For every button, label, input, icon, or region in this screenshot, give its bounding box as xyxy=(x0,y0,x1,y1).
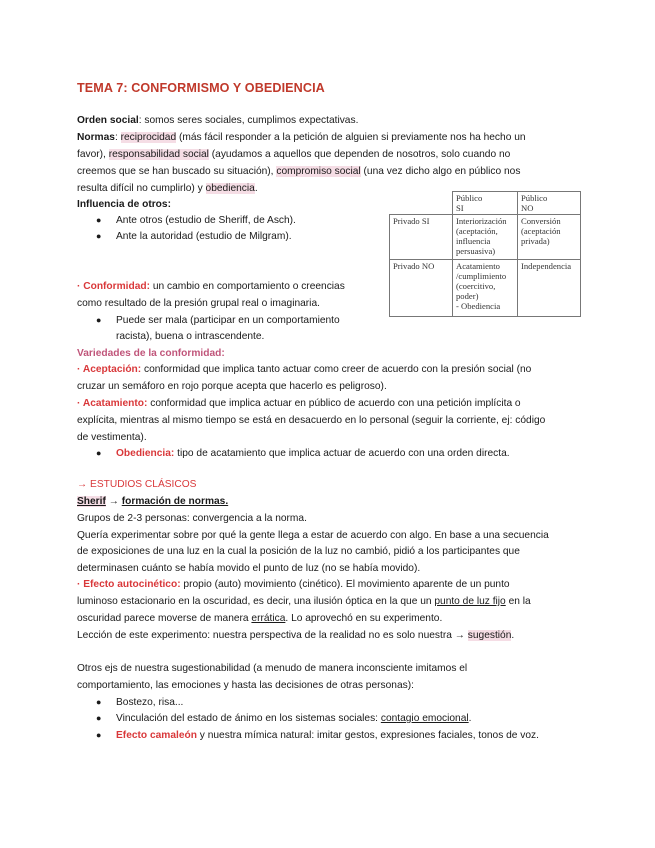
conformidad-line-2: como resultado de la presión grupal real o imaginaria. xyxy=(77,298,320,309)
efecto-text: oscuridad parece moverse de manera xyxy=(77,613,252,624)
normas-text: creemos que se han buscado su situación), xyxy=(77,166,277,177)
acatamiento-line-1: · Acatamiento: conformidad que implica actuar en público de acuerdo con una petición implícita o xyxy=(77,398,521,409)
table-cell-text: (coercitivo, xyxy=(456,281,496,291)
otros-text: . xyxy=(468,713,472,724)
normas-text: (ayudamos a aquellos que dependen de nosotros, solo cuando no xyxy=(208,149,511,160)
highlight-responsabilidad: responsabilidad social xyxy=(108,149,209,160)
efecto-text: luminoso estacionario en la oscuridad, es decir, una ilusión óptica en la que un xyxy=(77,596,435,607)
aceptacion-label: Aceptación: xyxy=(82,364,142,375)
sherif-p2: Quería experimentar sobre por qué la gente llega a estar de acuerdo con algo. En base a una secuencia xyxy=(77,530,549,541)
otros-line-1: Otros ejs de nuestra sugestionabilidad (a menudo de manera inconsciente imitamos el xyxy=(77,663,468,674)
normas-text: resulta difícil no cumplirlo) y xyxy=(77,183,206,194)
bullet-icon: ● xyxy=(96,730,102,740)
table-cell-acatamiento xyxy=(453,260,518,317)
table-cell-text: - Obediencia xyxy=(456,301,501,311)
sherif-line xyxy=(77,495,228,508)
normas-text: . xyxy=(254,183,258,194)
otros-bullet-1: Bostezo, risa... xyxy=(116,697,184,708)
bullet-icon: ● xyxy=(96,448,102,458)
acatamiento-line-2: explícita, mientras al mismo tiempo se está en desacuerdo en lo personal (seguir la corriente, ej: código xyxy=(77,415,546,426)
table-header-publico-si xyxy=(453,192,518,215)
estudios-heading-text: → ESTUDIOS CLÁSICOS xyxy=(77,479,197,490)
acatamiento-line-3: de vestimenta). xyxy=(77,432,147,443)
variedades-heading xyxy=(77,347,225,360)
otros-bullet-2 xyxy=(116,712,471,725)
table-row-header: Privado NO xyxy=(390,260,453,317)
conformidad-bullet-1: Puede ser mala (participar en un comportamiento xyxy=(116,315,340,326)
otros-line-2: comportamiento, las emociones y hasta las decisiones de otras personas): xyxy=(77,680,414,691)
table-cell-text: Interiorización xyxy=(456,216,507,226)
normas-text: favor), xyxy=(77,149,109,160)
table-cell-text: Acatamiento xyxy=(456,261,500,271)
table-header-text: Público xyxy=(521,193,548,203)
highlight-reciprocidad: reciprocidad xyxy=(120,132,177,143)
sherif-p1: Grupos de 2-3 personas: convergencia a la norma. xyxy=(77,513,307,524)
orden-text: : somos seres sociales, cumplimos expectativas. xyxy=(138,115,359,126)
obediencia-text: tipo de acatamiento que implica actuar de acuerdo con una orden directa. xyxy=(174,448,510,459)
influencia-item: Ante la autoridad (estudio de Milgram). xyxy=(116,231,292,242)
orden-social-line xyxy=(77,114,358,127)
table-header-text: SI xyxy=(456,203,464,213)
normas-line-4 xyxy=(77,182,258,195)
efecto-line-3 xyxy=(77,612,442,625)
sherif-p4: determinasen cuánto se había movido el punto de luz (no se había movido). xyxy=(77,563,421,574)
normas-line-2 xyxy=(77,148,510,161)
efecto-label: Efecto autocinético: xyxy=(83,579,181,590)
otros-text: Vinculación del estado de ánimo en los sistemas sociales: xyxy=(116,713,381,724)
arrow-icon: → xyxy=(105,496,122,507)
punto-luz-fijo: punto de luz fijo xyxy=(434,596,506,607)
table-cell-text: poder) xyxy=(456,291,479,301)
table-cell-conversion xyxy=(518,215,581,260)
efecto-camaleon-label: Efecto camaleón xyxy=(116,730,197,741)
table-cell-text: influencia xyxy=(456,236,491,246)
bullet-icon: ● xyxy=(96,713,102,723)
table-cell-text: /cumplimiento xyxy=(456,271,507,281)
normas-text: (más fácil responder a la petición de alguien si previamente nos ha hecho un xyxy=(176,132,526,143)
leccion-text: Lección de este experimento: nuestra perspectiva de la realidad no es solo nuestra → xyxy=(77,630,468,641)
normas-line-1 xyxy=(77,131,526,144)
table-cell-text: Independencia xyxy=(521,261,572,271)
bullet-icon: ● xyxy=(96,315,102,325)
orden-label: Orden social xyxy=(77,115,139,126)
table-corner xyxy=(390,192,453,215)
conformidad-dot: · xyxy=(77,281,84,292)
variedades-heading-text: Variedades de la conformidad: xyxy=(77,348,225,359)
table-cell-text: (aceptación, xyxy=(456,226,498,236)
influencia-item: Ante otros (estudio de Sheriff, de Asch). xyxy=(116,215,296,226)
bullet-icon: ● xyxy=(96,697,102,707)
obediencia-label: Obediencia: xyxy=(116,448,175,459)
conformidad-text: un cambio en comportamiento o creencias xyxy=(150,281,345,292)
efecto-line-2 xyxy=(77,595,531,608)
highlight-obediencia: obediencia xyxy=(205,183,255,194)
contagio-emocional: contagio emocional xyxy=(380,713,469,724)
aceptacion-line-2: cruzar un semáforo en rojo porque acepta que hacerlo es peligroso). xyxy=(77,381,387,392)
obediencia-line xyxy=(116,447,510,460)
aceptacion-text: conformidad que implica tanto actuar como creer de acuerdo con la presión social (no xyxy=(141,364,532,375)
bullet-icon: ● xyxy=(96,215,102,225)
otros-bullet-3 xyxy=(116,729,539,742)
normas-line-3 xyxy=(77,165,520,178)
influencia-heading xyxy=(77,198,171,211)
efecto-line-1: · Efecto autocinético: propio (auto) movimiento (cinético). El movimiento aparente de un punto xyxy=(77,579,510,590)
table-header-text: NO xyxy=(521,203,534,213)
leccion-text: . xyxy=(511,630,515,641)
table-header-text: Público xyxy=(456,193,483,203)
aceptacion-line-1: · Aceptación: conformidad que implica tanto actuar como creer de acuerdo con la presión social (no xyxy=(77,364,532,375)
otros-text: y nuestra mímica natural: imitar gestos, expresiones faciales, tonos de voz. xyxy=(196,730,539,741)
normas-text: : xyxy=(114,132,121,143)
erratica: errática xyxy=(251,613,286,624)
sherif-p3: de exposiciones de una luz en la cual la posición de la luz no cambió, pidió a los participantes que xyxy=(77,546,520,557)
table-cell-text: privada) xyxy=(521,236,550,246)
highlight-sugestion: sugestión xyxy=(467,630,512,641)
table-row-header: Privado SI xyxy=(390,215,453,260)
table-cell-independencia xyxy=(518,260,581,317)
conformidad-bullet-2: racista), buena o intrascendente. xyxy=(116,331,265,342)
leccion-line xyxy=(77,629,514,642)
acatamiento-text: conformidad que implica actuar en público de acuerdo con una petición implícita o xyxy=(147,398,521,409)
normas-text: (una vez dicho algo en público nos xyxy=(360,166,521,177)
sherif-label: Sherif xyxy=(77,496,106,507)
efecto-text: en la xyxy=(505,596,531,607)
highlight-compromiso: compromiso social xyxy=(276,166,361,177)
bullet-icon: ● xyxy=(96,231,102,241)
page-title: TEMA 7: CONFORMISMO Y OBEDIENCIA xyxy=(77,81,325,95)
formacion-normas: formación de normas. xyxy=(121,496,229,507)
influencia-heading-text: Influencia de otros: xyxy=(77,199,171,210)
normas-label: Normas xyxy=(77,132,115,143)
efecto-text: . Lo aprovechó en su experimento. xyxy=(285,613,443,624)
acatamiento-label: Acatamiento: xyxy=(82,398,148,409)
conformidad-line-1 xyxy=(77,280,345,293)
conformidad-label: Conformidad: xyxy=(83,281,151,292)
estudios-heading xyxy=(77,478,196,491)
table-header-publico-no xyxy=(518,192,581,215)
table-cell-interiorizacion xyxy=(453,215,518,260)
table-cell-text: persuasiva) xyxy=(456,246,496,256)
table-cell-text: (aceptación xyxy=(521,226,561,236)
conformity-table xyxy=(389,191,581,317)
table-cell-text: Conversión xyxy=(521,216,561,226)
efecto-text: propio (auto) movimiento (cinético). El movimiento aparente de un punto xyxy=(180,579,510,590)
